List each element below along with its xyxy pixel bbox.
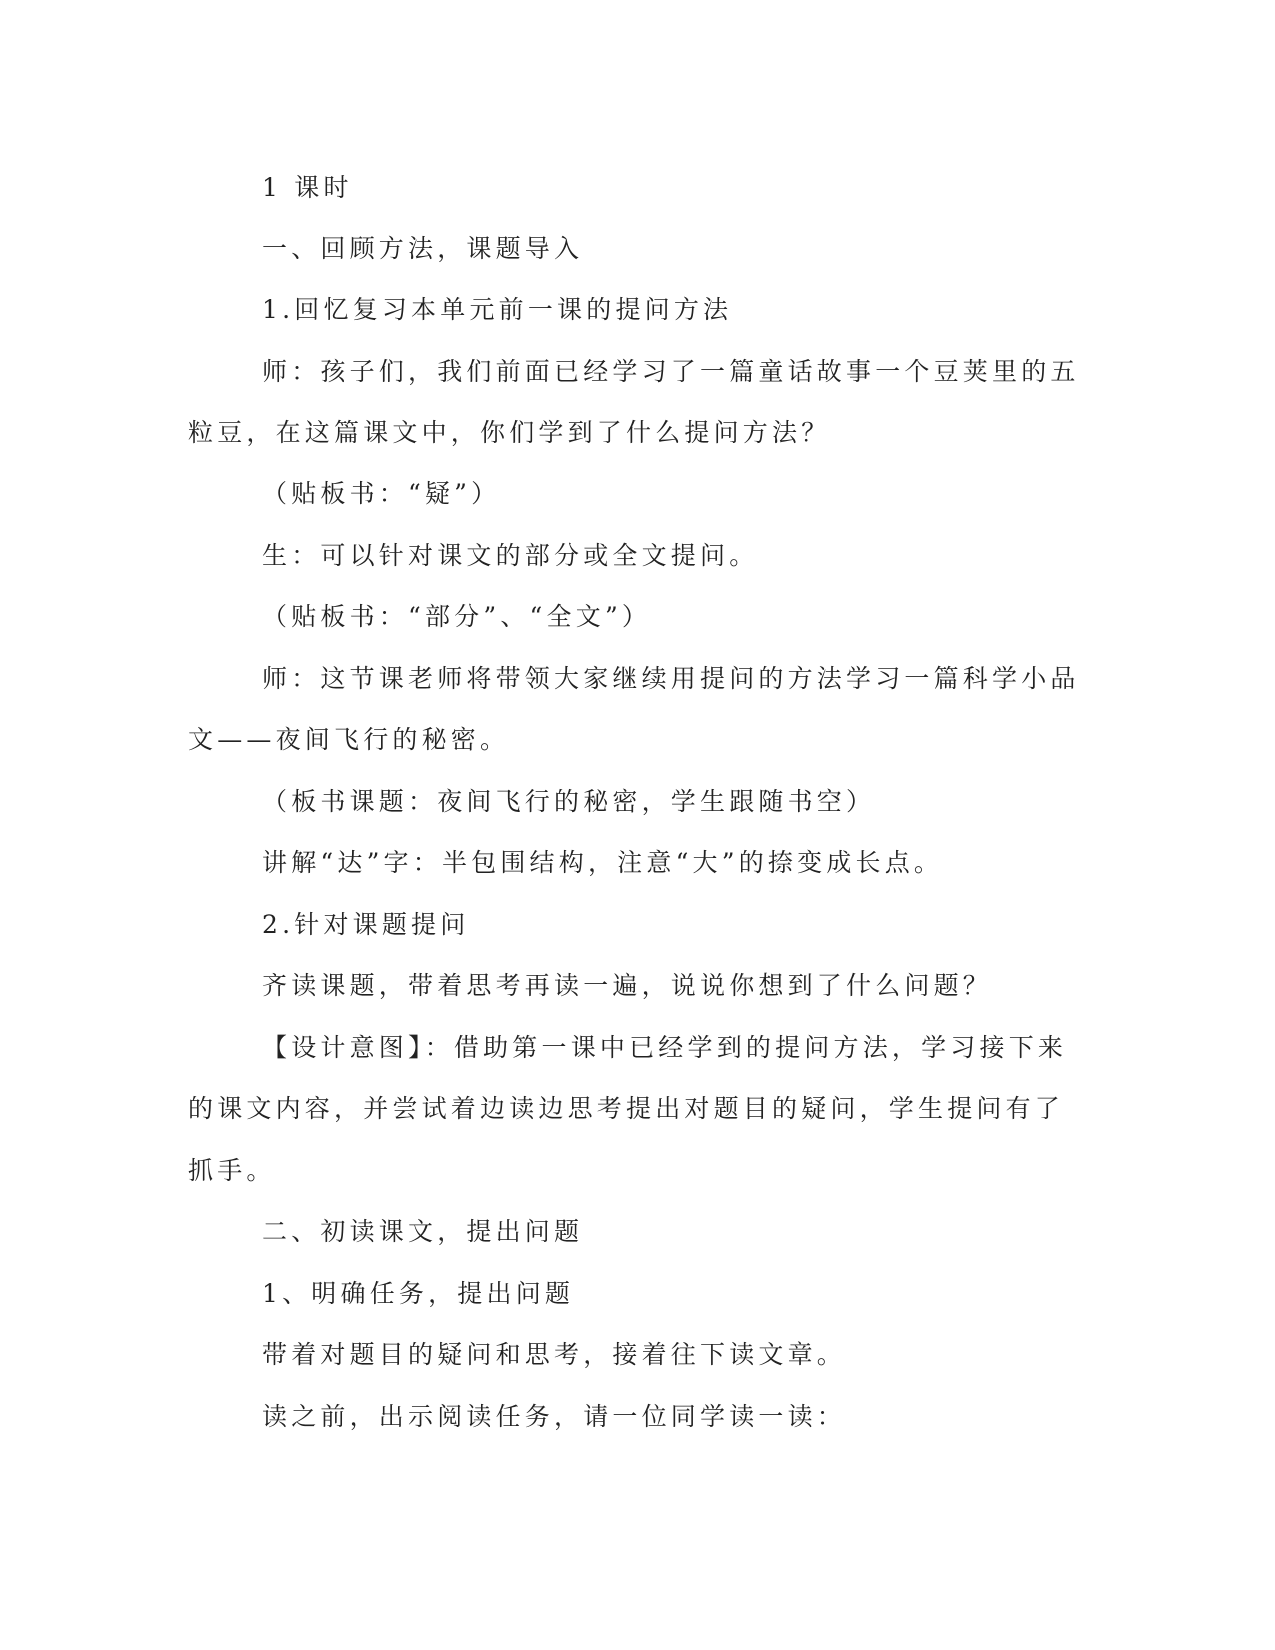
subsection-heading: 1、明确任务，提出问题	[262, 1279, 575, 1308]
section-heading: 一、回顾方法，课题导入	[262, 234, 584, 263]
design-intent-line: 的课文内容，并尝试着边读边思考提出对题目的疑问，学生提问有了	[188, 1094, 1065, 1123]
paragraph-line: 师：这节课老师将带领大家继续用提问的方法学习一篇科学小品	[262, 664, 1080, 693]
blackboard-note: （贴板书：“部分”、“全文”）	[262, 602, 652, 631]
paragraph-line: 讲解“达”字：半包围结构，注意“大”的捺变成长点。	[262, 848, 944, 877]
paragraph-line: 齐读课题，带着思考再读一遍，说说你想到了什么问题？	[262, 971, 993, 1000]
paragraph-line: 带着对题目的疑问和思考，接着往下读文章。	[262, 1340, 847, 1369]
design-intent-line: 抓手。	[188, 1156, 276, 1185]
paragraph-line: 粒豆，在这篇课文中，你们学到了什么提问方法？	[188, 418, 831, 447]
design-intent-line: 【设计意图】：借助第一课中已经学到的提问方法，学习接下来	[262, 1033, 1068, 1062]
lesson-duration: 1 课时	[262, 173, 353, 202]
paragraph-line: 师：孩子们，我们前面已经学习了一篇童话故事一个豆荚里的五	[262, 357, 1080, 386]
blackboard-note: （板书课题：夜间飞行的秘密，学生跟随书空）	[262, 787, 876, 816]
paragraph-line: 读之前，出示阅读任务，请一位同学读一读：	[262, 1402, 847, 1431]
subsection-heading: 1.回忆复习本单元前一课的提问方法	[262, 295, 733, 324]
paragraph-line: 文——夜间飞行的秘密。	[188, 725, 510, 754]
blackboard-note: （贴板书：“疑”）	[262, 479, 501, 508]
subsection-heading: 2.针对课题提问	[262, 910, 470, 939]
paragraph-line: 生：可以针对课文的部分或全文提问。	[262, 541, 759, 570]
section-heading: 二、初读课文，提出问题	[262, 1217, 584, 1246]
